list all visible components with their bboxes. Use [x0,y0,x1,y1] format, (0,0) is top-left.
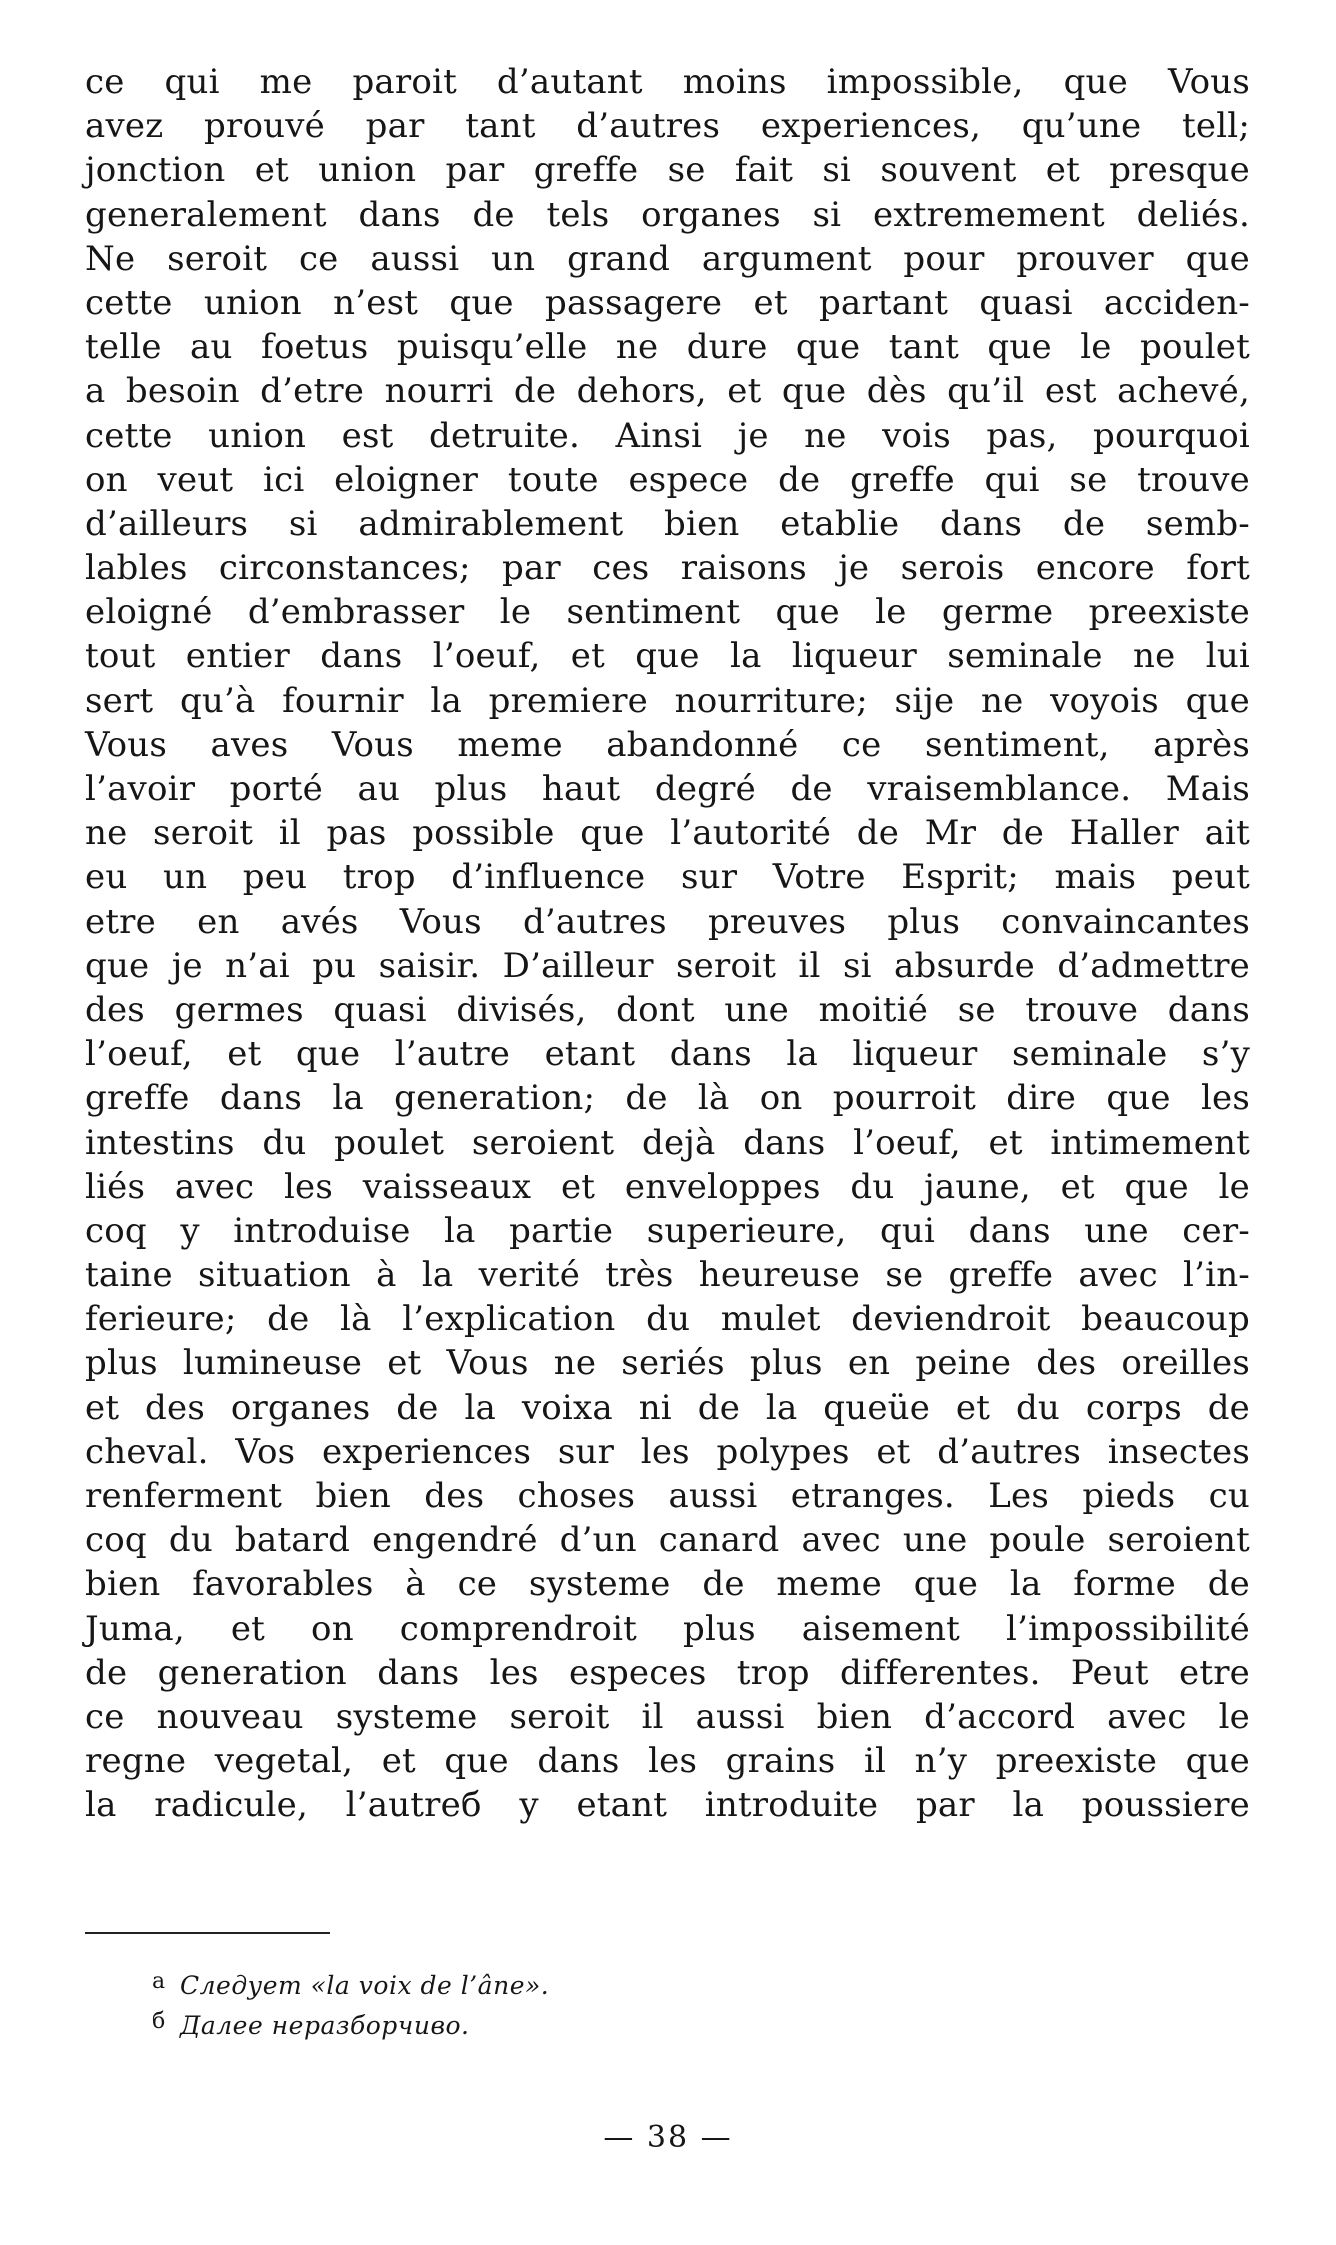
text-line: liés avec les vaisseaux et enveloppes du jaune, et que le [85,1166,1250,1207]
text-line: avez prouvé par tant d’autres experiences, qu’une tell; [85,106,1250,147]
text-line: intestins du poulet seroient dejà dans l’oeuf, et intimement [85,1122,1250,1163]
text-line: ne seroit il pas possible que l’autorité de Mr de Haller ait [85,813,1250,854]
text-line: Juma, et on comprendroit plus aisement l’impossibilité [85,1608,1250,1649]
text-line: eloigné d’embrasser le sentiment que le germe preexiste [85,592,1250,633]
text-line: generalement dans de tels organes si extremement deliés. [85,194,1250,235]
text-line: a besoin d’etre nourri de dehors, et que dès qu’il est achevé, [85,371,1250,412]
text-line: tout entier dans l’oeuf, et que la liqueur seminale ne lui [85,636,1250,677]
body-text [85,60,1250,1828]
text-line: et des organes de la voixa ni de la queüe et du corps de [85,1387,1250,1428]
text-line: coq du batard engendré d’un canard avec une poule seroient [85,1520,1250,1561]
text-line: coq y introduise la partie superieure, qui dans une cer- [85,1210,1250,1251]
footnote-divider [85,1932,330,1934]
footnote-text: Далее неразборчиво. [180,2011,470,2040]
text-line: Ne seroit ce aussi un grand argument pour prouver que [85,238,1250,279]
text-line: que je n’ai pu saisir. D’ailleur seroit il si absurde d’admettre [85,945,1250,986]
text-line: bien favorables à ce systeme de meme que la forme de [85,1564,1250,1605]
text-line: l’avoir porté au plus haut degré de vraisemblance. Mais [85,769,1250,809]
text-line: ce qui me paroit d’autant moins impossible, que Vous [85,62,1250,102]
page-number: — 38 — [603,2120,733,2155]
text-line: etre en avés Vous d’autres preuves plus convaincantes [85,901,1250,942]
footnote-marker: а [152,1969,166,1994]
text-line: cette union est detruite. Ainsi je ne vois pas, pourquoi [85,415,1250,456]
text-line: on veut ici eloigner toute espece de greffe qui se trouve [85,459,1250,500]
text-line: d’ailleurs si admirablement bien etablie dans de semb- [85,503,1250,544]
text-line: regne vegetal, et que dans les grains il n’y preexiste que [85,1741,1250,1782]
text-line: de generation dans les especes trop differentes. Peut etre [85,1652,1250,1693]
footnote-text: Следует «la voix de l’âne». [180,1971,550,2000]
text-line: Vous aves Vous meme abandonné ce sentiment, après [85,724,1250,765]
text-line: greffe dans la generation; de là on pourroit dire que les [85,1078,1250,1119]
text-line: des germes quasi divisés, dont une moitié se trouve dans [85,989,1250,1030]
text-line: eu un peu trop d’influence sur Votre Esprit; mais peut [85,857,1250,898]
text-line: sert qu’à fournir la premiere nourriture; sije ne voyois que [85,680,1250,721]
text-line: renferment bien des choses aussi etranges. Les pieds cu [85,1476,1250,1516]
text-line: taine situation à la verité très heureuse se greffe avec l’in- [85,1255,1250,1296]
text-line: l’oeuf, et que l’autre etant dans la liqueur seminale s’y [85,1034,1250,1075]
footnote [152,2002,1052,2042]
text-line: lables circonstances; par ces raisons je serois encore fort [85,548,1250,589]
footnote-marker: б [152,2009,166,2034]
text-line: cheval. Vos experiences sur les polypes et d’autres insectes [85,1431,1250,1472]
footnotes [152,1962,1052,2042]
text-line: plus lumineuse et Vous ne seriés plus en peine des oreilles [85,1343,1250,1384]
text-line: telle au foetus puisqu’elle ne dure que tant que le poulet [85,327,1250,368]
text-line: cette union n’est que passagere et partant quasi acciden- [85,282,1250,323]
text-line: la radicule, l’autreб y etant introduite par la poussiere [85,1785,1250,1826]
text-line: ce nouveau systeme seroit il aussi bien d’accord avec le [85,1696,1250,1737]
text-line: jonction et union par greffe se fait si souvent et presque [85,150,1250,191]
footnote [152,1962,1052,2002]
text-line: ferieure; de là l’explication du mulet deviendroit beaucoup [85,1299,1250,1340]
